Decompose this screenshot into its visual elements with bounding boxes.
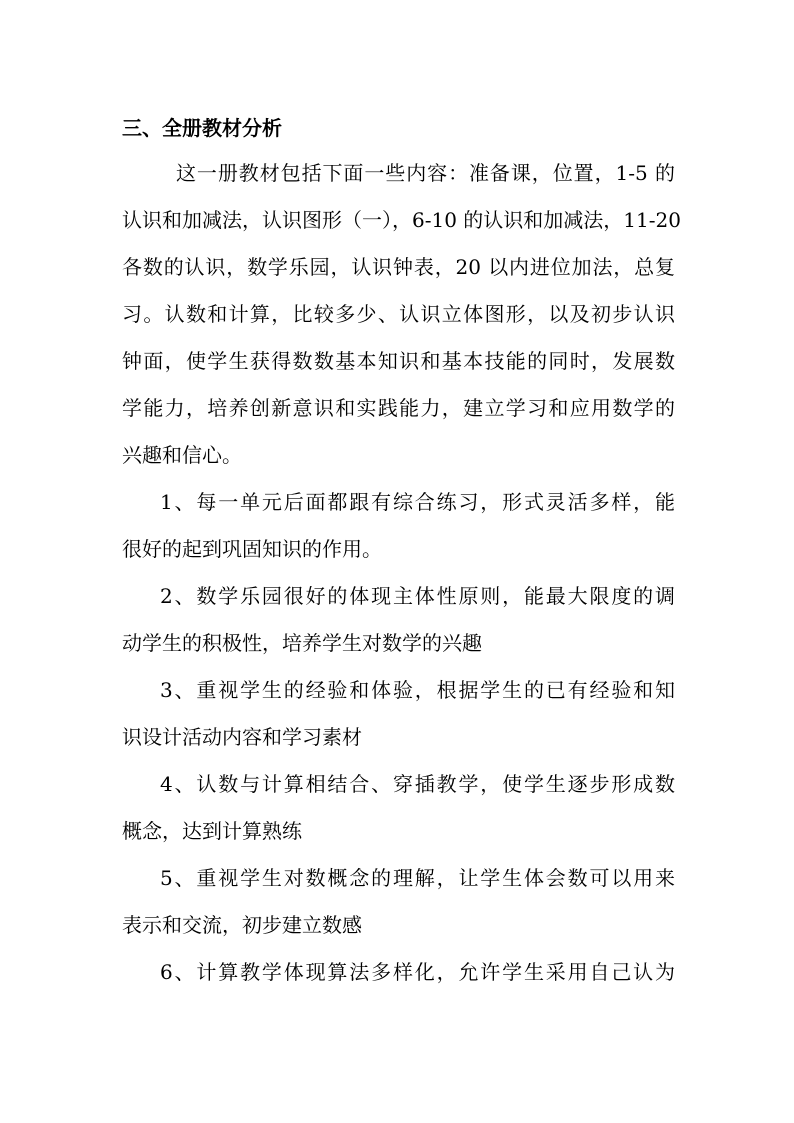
intro-line: 各数的认识，数学乐园，认识钟表，20 以内进位加法，总复 <box>122 255 675 279</box>
intro-line: 认识和加减法，认识图形（一），6-10 的认识和加减法，11-20 <box>122 208 681 232</box>
point-line: 1、每一单元后面都跟有综合练习，形式灵活多样，能 <box>160 490 675 514</box>
point-line: 6、计算教学体现算法多样化，允许学生采用自己认为 <box>160 960 675 984</box>
intro-line: 这一册教材包括下面一些内容：准备课，位置，1-5 的 <box>176 161 675 185</box>
intro-line: 钟面，使学生获得数数基本知识和基本技能的同时，发展数 <box>122 349 675 373</box>
point-line: 5、重视学生对数概念的理解，让学生体会数可以用来 <box>160 866 675 890</box>
point-line: 动学生的积极性，培养学生对数学的兴趣 <box>122 631 482 655</box>
intro-line: 习。认数和计算，比较多少、认识立体图形，以及初步认识 <box>122 302 675 326</box>
point-line: 2、数学乐园很好的体现主体性原则，能最大限度的调 <box>160 584 675 608</box>
intro-line: 学能力，培养创新意识和实践能力，建立学习和应用数学的 <box>122 396 675 420</box>
point-line: 3、重视学生的经验和体验，根据学生的已有经验和知 <box>160 678 675 702</box>
point-line: 4、认数与计算相结合、穿插教学，使学生逐步形成数 <box>160 772 675 796</box>
intro-line: 兴趣和信心。 <box>122 443 242 467</box>
point-line: 表示和交流，初步建立数感 <box>122 913 362 937</box>
section-heading: 三、全册教材分析 <box>122 116 282 140</box>
point-line: 概念，达到计算熟练 <box>122 819 302 843</box>
point-line: 很好的起到巩固知识的作用。 <box>122 537 382 561</box>
point-line: 识设计活动内容和学习素材 <box>122 725 362 749</box>
